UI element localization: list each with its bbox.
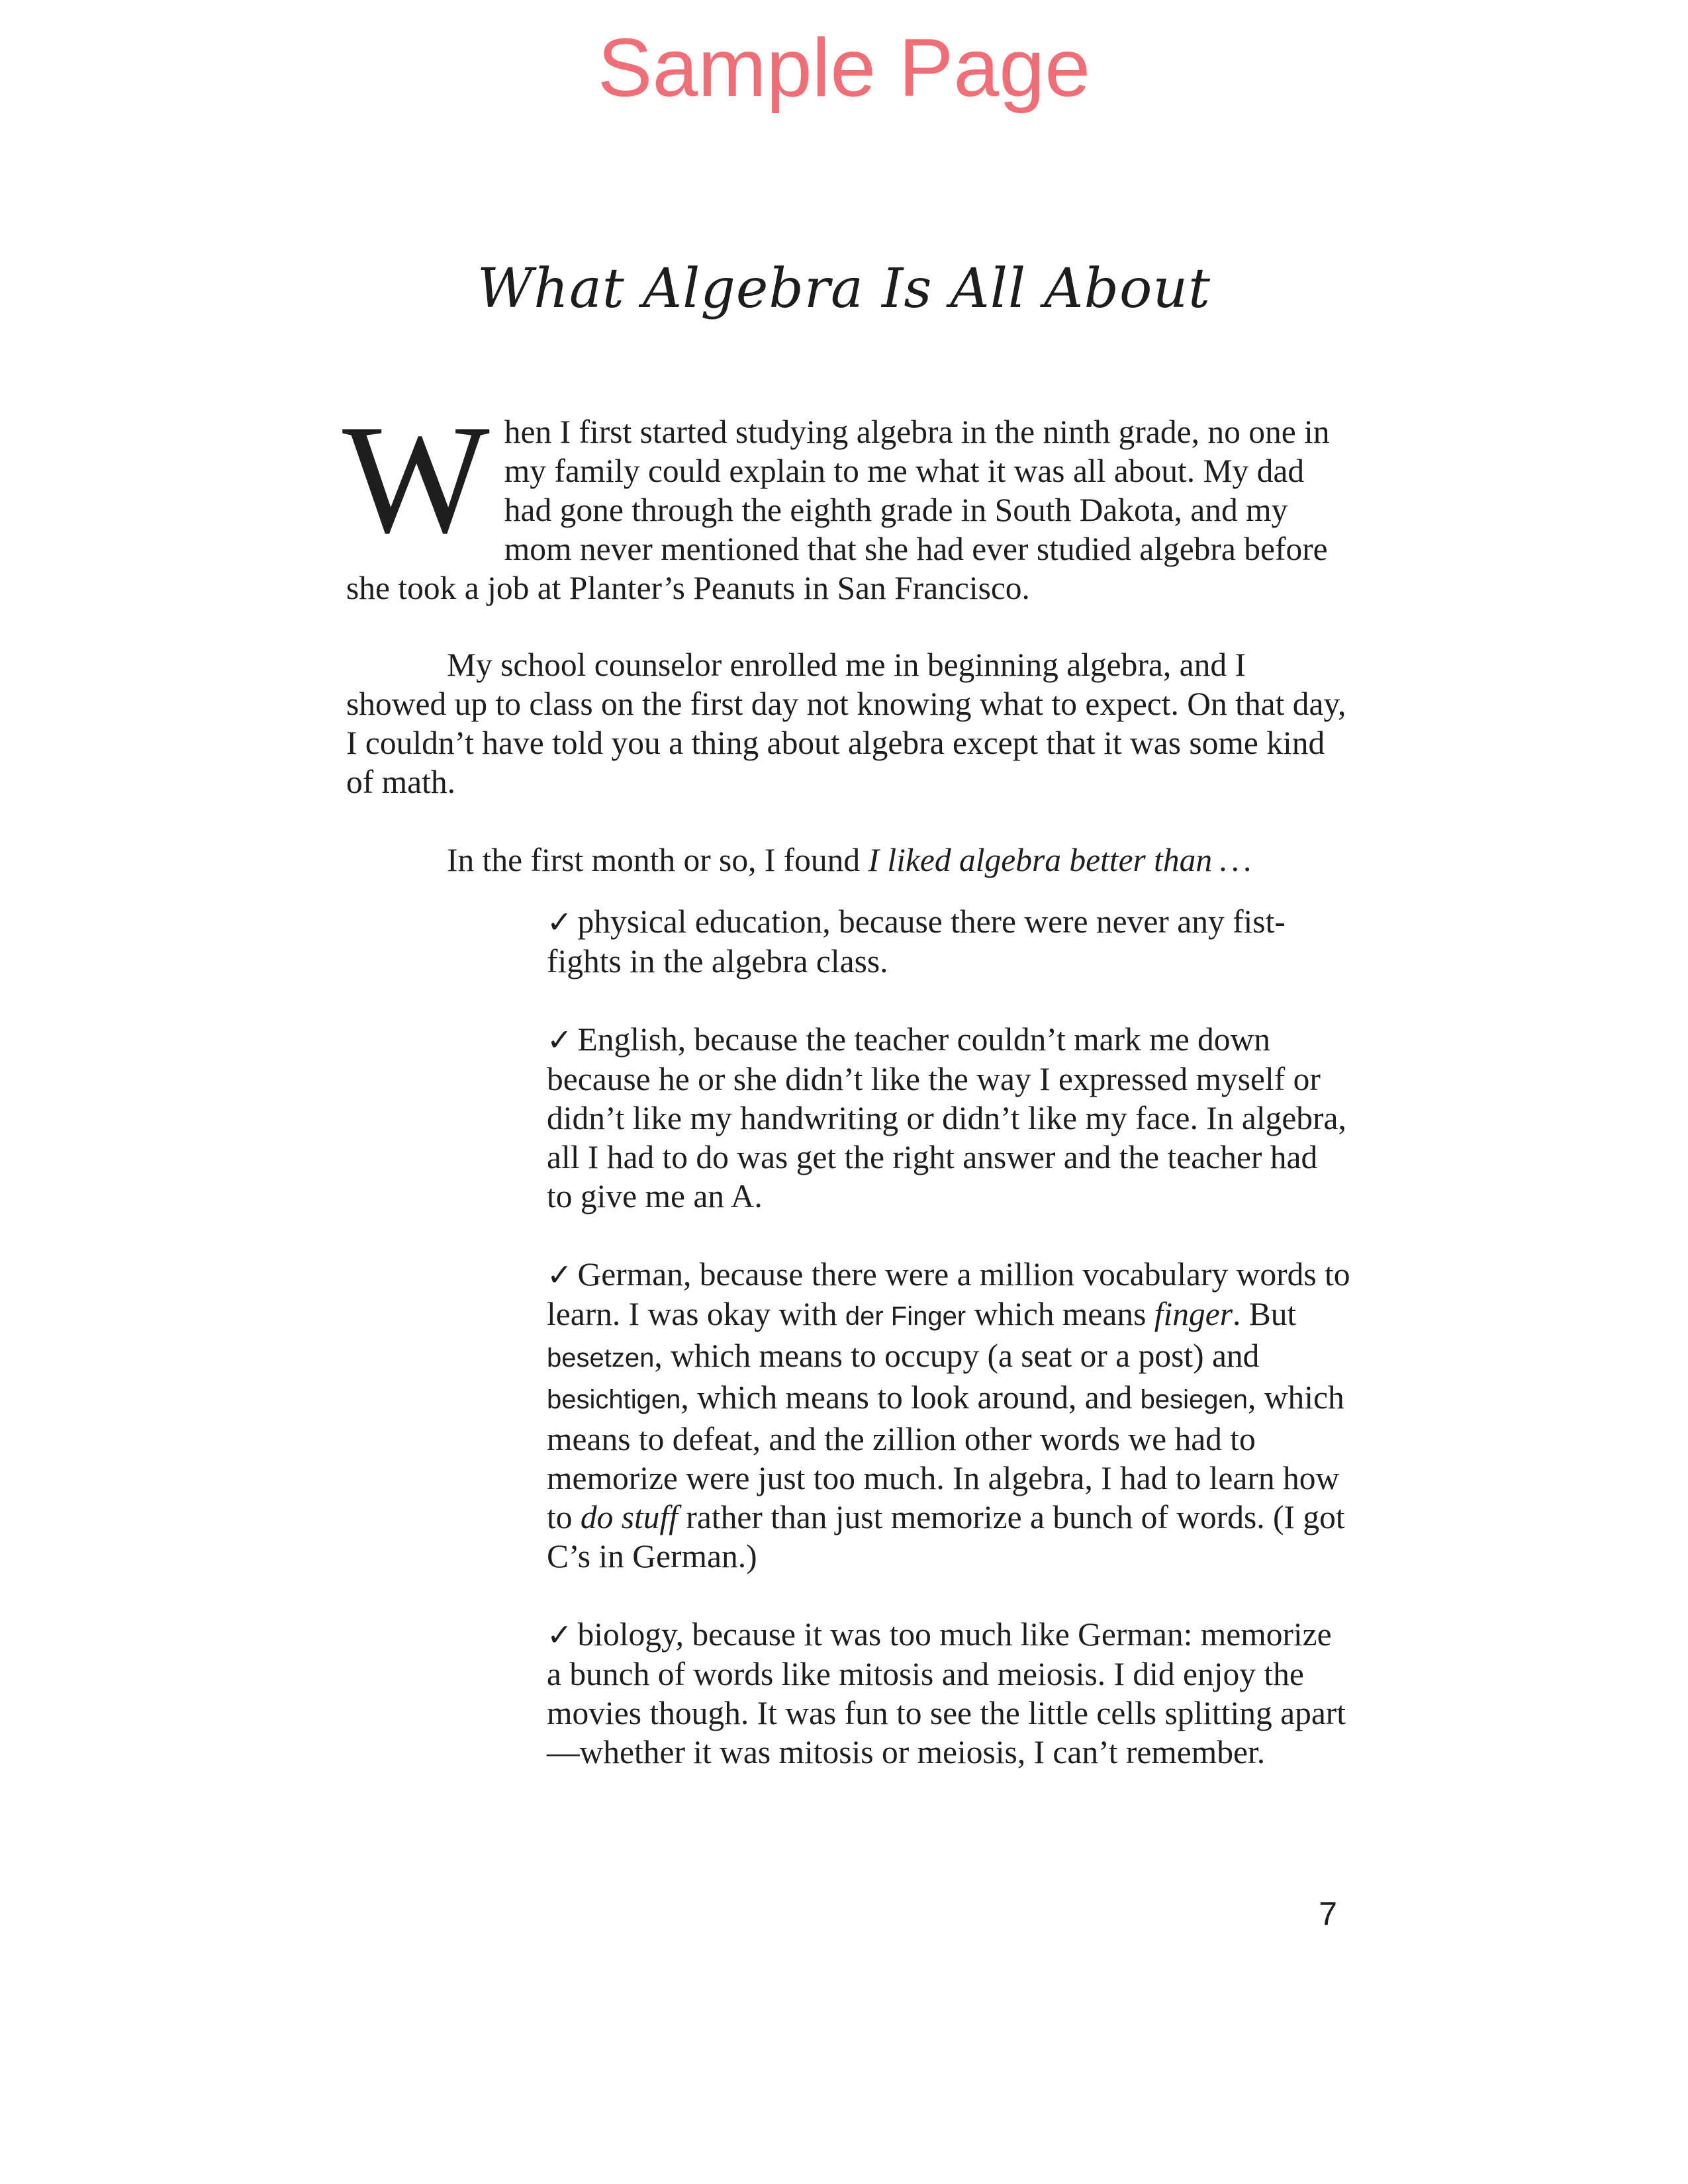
german-word-besiegen: besiegen bbox=[1140, 1385, 1248, 1414]
checkmark-icon: ✓ bbox=[547, 1617, 573, 1653]
checklist-item-biology bbox=[547, 1615, 1350, 1772]
checklist-item-text: physical education, because there were never any fist-fights in the algebra class. bbox=[547, 903, 1286, 979]
first-month-emphasis: I liked algebra better than bbox=[868, 842, 1213, 878]
drop-cap: W bbox=[342, 393, 490, 566]
first-month-ellipsis: ... bbox=[1219, 842, 1256, 878]
german-word-der-finger: der Finger bbox=[845, 1302, 966, 1331]
german-text-6: , which means to defeat, and the zillion other words we had to memorize were just too much. In algebra, I had to learn how to bbox=[547, 1379, 1344, 1535]
german-text-2: which means bbox=[966, 1296, 1154, 1332]
german-word-besichtigen: besichtigen bbox=[547, 1385, 681, 1414]
german-text-1: German, because there were a million vocabulary words to learn. I was okay with bbox=[547, 1256, 1350, 1332]
german-emphasis-finger: finger bbox=[1154, 1296, 1233, 1332]
opening-paragraph bbox=[342, 393, 1339, 608]
first-month-lead: In the first month or so, I found bbox=[447, 842, 868, 878]
german-text-5: , which means to look around, and bbox=[680, 1379, 1141, 1416]
checkmark-icon: ✓ bbox=[547, 904, 573, 940]
german-text-4: , which means to occupy (a seat or a post) and bbox=[654, 1338, 1260, 1374]
german-emphasis-do-stuff: do stuff bbox=[580, 1499, 679, 1535]
checkmark-icon: ✓ bbox=[547, 1257, 573, 1293]
counselor-paragraph: My school counselor enrolled me in beginning algebra, and I showed up to class on the first day not knowing what to expect. On that day, I couldn’t have told you a thing about algebra except that it was some kind of math. bbox=[346, 647, 1346, 800]
subject-checklist bbox=[547, 902, 1350, 1811]
page-number: 7 bbox=[1319, 1895, 1337, 1933]
checklist-item-text: biology, because it was too much like German: memorize a bunch of words like mitosis and meiosis. I did enjoy the movies though. It was fun to see the little cells splitting apart—whether it was mitosis or meiosis, I can’t remember. bbox=[547, 1616, 1346, 1770]
chapter-title: What Algebra Is All About bbox=[477, 257, 1211, 320]
checkmark-icon: ✓ bbox=[547, 1022, 573, 1058]
german-text-3: . But bbox=[1233, 1296, 1297, 1332]
german-text-7: rather than just memorize a bunch of words. (I got C’s in German.) bbox=[547, 1499, 1345, 1574]
checklist-item-english bbox=[547, 1020, 1350, 1216]
checklist-item-german bbox=[547, 1255, 1350, 1576]
checklist-item-physical-education bbox=[547, 902, 1350, 981]
first-month-paragraph bbox=[447, 841, 1374, 880]
sample-page-watermark: Sample Page bbox=[597, 23, 1091, 114]
german-word-besetzen: besetzen bbox=[547, 1343, 655, 1373]
checklist-item-text: English, because the teacher couldn’t mark me down because he or she didn’t like the way I expressed myself or didn’t like my handwriting or didn’t like my face. In algebra, all I had to do was get the right answer and the teacher had to give me an A. bbox=[547, 1021, 1346, 1214]
opening-paragraph-text: hen I first started studying algebra in the ninth grade, no one in my family could explain to me what it was all about. My dad had gone through the eighth grade in South Dakota, and my mom never mentioned that she had ever studied algebra before she took a job at Planter’s Peanuts in San Francisco. bbox=[346, 414, 1330, 606]
